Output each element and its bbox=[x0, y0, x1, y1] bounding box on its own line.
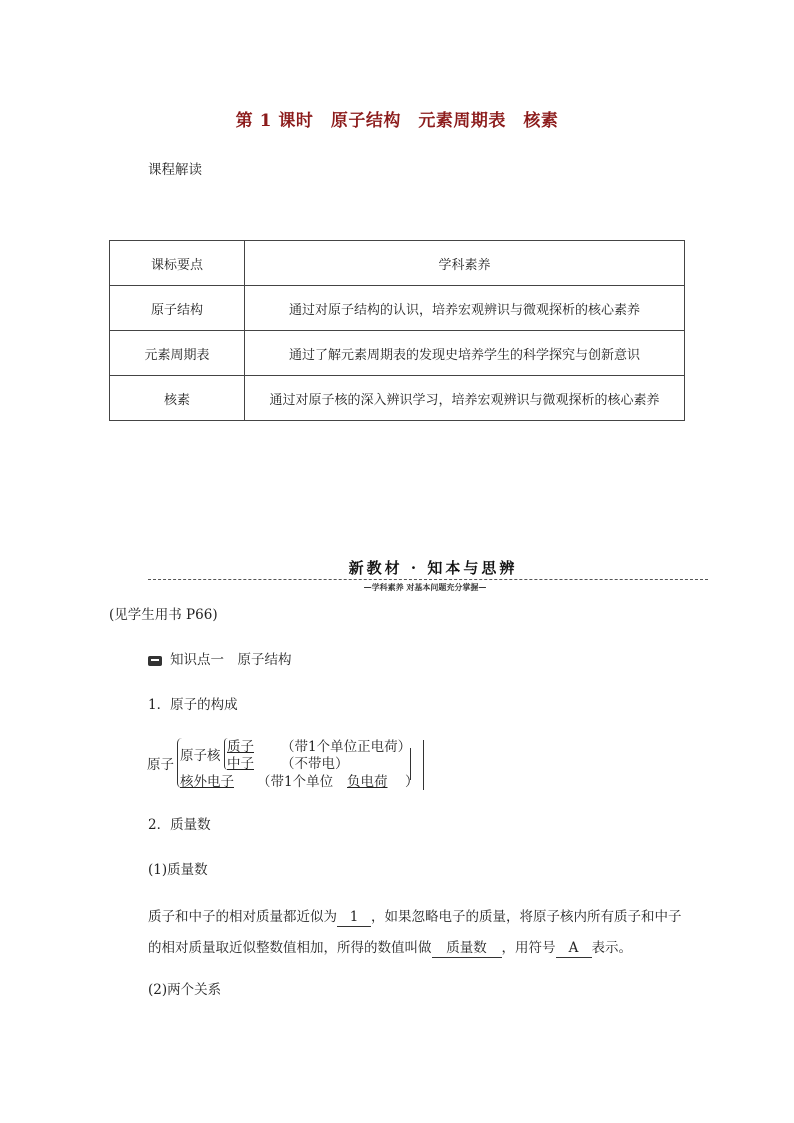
table-row bbox=[110, 376, 685, 421]
neutron-label: 中子 bbox=[227, 756, 254, 772]
section-label: 课程解读 bbox=[148, 162, 202, 178]
proton-note: （带1个单位正电荷） bbox=[281, 739, 412, 755]
closing-line bbox=[410, 748, 411, 780]
proton-label: 质子 bbox=[227, 739, 254, 755]
table-cell: 核素 bbox=[110, 376, 245, 421]
table-header-cell: 学科素养 bbox=[245, 241, 685, 286]
book-reference: (见学生用书 P66) bbox=[109, 607, 218, 623]
table-cell: 通过对原子结构的认识，培养宏观辨识与微观探析的核心素养 bbox=[245, 286, 685, 331]
standards-table bbox=[109, 240, 685, 421]
paragraph-text: 质子和中子的相对质量都近似为 bbox=[148, 909, 337, 925]
paragraph-text: ，如果忽略电子的质量，将原子核内所有质子和中子的相对质量取近似整数值相加，所得的数值叫做 bbox=[148, 909, 682, 956]
mass-number-paragraph bbox=[148, 902, 688, 964]
paragraph-text: ，用符号 bbox=[501, 940, 556, 956]
table-cell: 通过对原子核的深入辨识学习，培养宏观辨识与微观探析的核心素养 bbox=[245, 376, 685, 421]
pencil-icon bbox=[148, 656, 162, 666]
paragraph-text: 表示。 bbox=[591, 940, 632, 956]
table-header-cell: 课标要点 bbox=[110, 241, 245, 286]
banner-divider bbox=[148, 579, 708, 580]
knowledge-point-heading bbox=[148, 648, 292, 668]
closing-line bbox=[423, 740, 424, 790]
table-cell: 原子结构 bbox=[110, 286, 245, 331]
table-cell: 元素周期表 bbox=[110, 331, 245, 376]
electron-label: 核外电子 bbox=[180, 774, 234, 790]
atom-label: 原子 bbox=[147, 757, 174, 773]
electron-note-suffix: ） bbox=[405, 774, 419, 790]
table-row bbox=[110, 331, 685, 376]
electron-charge: 负电荷 bbox=[347, 774, 388, 790]
electron-note-prefix: （带1个单位 bbox=[257, 774, 334, 790]
page-title: 第 1 课时 原子结构 元素周期表 核素 bbox=[235, 111, 559, 131]
banner-title: 新教材 · 知本与思辨 bbox=[348, 559, 518, 577]
table-cell: 通过了解元素周期表的发现史培养学生的科学探究与创新意识 bbox=[245, 331, 685, 376]
heading-atom-composition: 1．原子的构成 bbox=[148, 697, 238, 713]
atom-structure-diagram bbox=[147, 734, 447, 794]
nucleus-label: 原子核 bbox=[180, 748, 221, 764]
table-header-row bbox=[110, 241, 685, 286]
neutron-note: （不带电） bbox=[281, 756, 349, 772]
heading-mass-number: 2．质量数 bbox=[148, 817, 211, 833]
answer-blank: A bbox=[556, 939, 592, 958]
subheading-mass-number: (1)质量数 bbox=[148, 862, 208, 878]
table-row bbox=[110, 286, 685, 331]
banner-subtitle: —学科素养 对基本问题充分掌握— bbox=[363, 582, 487, 592]
knowledge-point-label: 知识点一 原子结构 bbox=[170, 652, 292, 668]
answer-blank: 质量数 bbox=[432, 939, 502, 958]
answer-blank: 1 bbox=[337, 908, 371, 927]
subheading-two-relations: (2)两个关系 bbox=[148, 982, 222, 998]
